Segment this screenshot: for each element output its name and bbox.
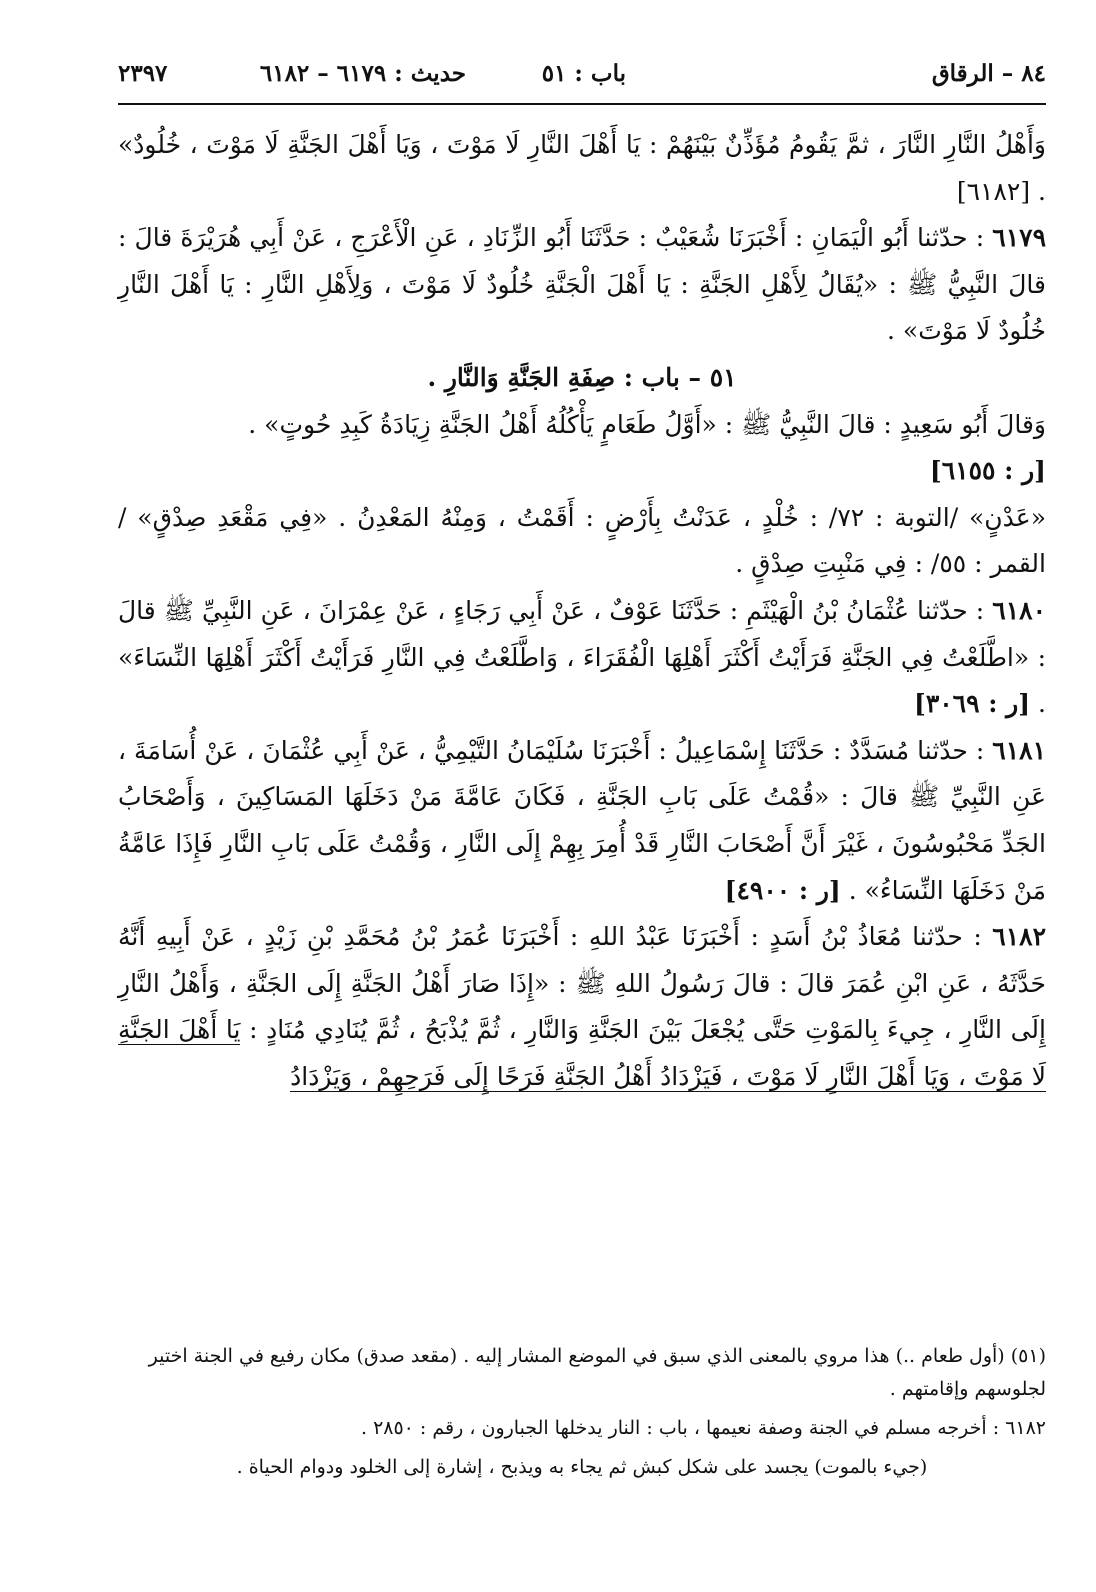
hadith-text: : حدّثنا عُثْمَانُ بْنُ الْهَيْثَمِ : حَدَّثَنَا عَوْفٌ ، عَنْ أَبِي رَجَاءٍ ، عَنْ عِمْرَانَ ، عَنِ النَّبِيِّ ﷺ قالَ : «اطَّلَعْتُ فِي الجَنَّةِ فَرَأَيْتُ أَكْثَرَ أَهْلِهَا الْفُقَرَاءَ ، وَاطَّلَعْتُ فِي النَّارِ فَرَأَيْتُ أَكْثَرَ أَهْلِهَا النِّسَاءَ» .: [118, 595, 1046, 719]
footnote-51: (٥١) (أول طعام ..) هذا مروي بالمعنى الذي سبق في الموضع المشار إليه . (مقعد صدق) مكان رفيع في الجنة اختير لجلوسهم وإقامتهم .: [148, 1345, 1046, 1400]
header-bab: باب : ٥١: [541, 60, 626, 87]
hadith-number: ٦١٨٠: [992, 595, 1046, 625]
hadith-text: : حدّثنا أَبُو الْيَمَانِ : أَخْبَرَنَا شُعَيْبٌ : حَدَّثَنَا أَبُو الزِّنَادِ ، عَنِ الْأَعْرَجِ ، عَنْ أَبِي هُرَيْرَةَ قالَ : قالَ النَّبِيُّ ﷺ : «يُقَالُ لِأَهْلِ الجَنَّةِ : يَا أَهْلَ الْجَنَّةِ خُلُودٌ لَا مَوْتَ ، وَلِأَهْلِ النَّارِ : يَا أَهْلَ النَّارِ خُلُودٌ لَا مَوْتَ» .: [118, 223, 1046, 346]
hadith-6182: [118, 914, 1046, 1100]
header-rule: [118, 103, 1046, 105]
main-text: [118, 122, 1046, 1100]
hadith-number: ٦١٨٢: [992, 922, 1046, 952]
footnote-6182: ٦١٨٢ : أخرجه مسلم في الجنة وصفة نعيمها ، باب : النار يدخلها الجبارون ، رقم : ٢٨٥٠ .: [360, 1417, 1046, 1439]
hadith-number: ٦١٧٩: [992, 223, 1046, 253]
footnote-death: (جيء بالموت) يجسد على شكل كبش ثم يجاء به ويذبح ، إشارة إلى الخلود ودوام الحياة .: [236, 1456, 928, 1478]
abu-said-paragraph: وَقالَ أَبُو سَعِيدٍ : قالَ النَّبِيُّ ﷺ : «أَوَّلُ طَعَامٍ يَأْكُلُهُ أَهْلُ الجَنَّةِ زِيَادَةُ كَبِدِ حُوتٍ» .: [248, 409, 1046, 439]
hadith-6180: [118, 588, 1046, 728]
running-header: [118, 56, 1046, 96]
hadith-6181: [118, 728, 1046, 914]
hadith-text: : حدّثنا مُعَاذُ بْنُ أَسَدٍ : أَخْبَرَنَا عَبْدُ اللهِ : أَخْبَرَنَا عُمَرُ بْنُ مُحَمَّدِ بْنِ زَيْدٍ ، عَنْ أَبِيهِ أَنَّهُ حَدَّثَهُ ، عَنِ ابْنِ عُمَرَ قالَ : قالَ رَسُولُ اللهِ ﷺ : «إِذَا صَارَ أَهْلُ الجَنَّةِ إِلَى الجَنَّةِ ، وَأَهْلُ النَّارِ إِلَى النَّارِ ، جِيءَ بِالمَوْتِ حَتَّى يُجْعَلَ بَيْنَ الجَنَّةِ وَالنَّارِ ، ثُمَّ يُذْبَحُ ، ثُمَّ يُنَادِي مُنَادٍ :: [118, 922, 1046, 1045]
header-hadith-range: حديث : ٦١٧٩ – ٦١٨٢: [259, 60, 466, 87]
header-chapter: ٨٤ – الرقاق: [931, 60, 1046, 87]
adn-paragraph: «عَدْنٍ» /التوبة : ٧٢/ : خُلْدٍ ، عَدَنْتُ بِأَرْضٍ : أَقَمْتُ ، وَمِنْهُ المَعْدِنُ . «فِي مَقْعَدِ صِدْقٍ» /القمر : ٥٥/ : فِي مَنْبِتِ صِدْقٍ .: [118, 502, 1046, 579]
footnotes: [118, 1340, 1046, 1490]
hadith-reference: [ر : ٣٠٦٩]: [913, 689, 1031, 719]
hadith-reference: [ر : ٤٩٠٠]: [724, 875, 841, 905]
bab-title: ٥١ – باب : صِفَةِ الجَنَّةِ وَالنَّارِ .: [427, 362, 737, 392]
page-number: ٢٣٩٧: [118, 60, 168, 87]
continuation-paragraph: وَأَهْلُ النَّارِ النَّارَ ، ثمَّ يَقُومُ مُؤَذِّنٌ بَيْنَهُمْ : يَا أَهْلَ النَّارِ لَا مَوْتَ ، وَيَا أَهْلَ الجَنَّةِ لَا مَوْتَ ، خُلُودٌ» . [٦١٨٢]: [118, 130, 1046, 206]
hadith-6179: [118, 215, 1046, 355]
abu-said-reference: [ر : ٦١٥٥]: [929, 456, 1046, 486]
hadith-underlined-text: يَا أَهْلَ الجَنَّةِ لَا مَوْتَ ، وَيَا أَهْلَ النَّارِ لَا مَوْتَ ، فَيَزْدَادُ أَهْلُ الجَنَّةِ فَرَحًا إِلَى فَرَحِهِمْ ، وَيَزْدَادُ: [118, 1015, 1046, 1091]
hadith-text: : حدّثنا مُسَدَّدٌ : حَدَّثَنَا إِسْمَاعِيلُ : أَخْبَرَنَا سُلَيْمَانُ التَّيْمِيُّ ، عَنْ أَبِي عُثْمَانَ ، عَنْ أُسَامَةَ ، عَنِ النَّبِيِّ ﷺ قالَ : «قُمْتُ عَلَى بَابِ الجَنَّةِ ، فَكَانَ عَامَّةَ مَنْ دَخَلَهَا المَسَاكِينَ ، وَأَصْحَابُ الجَدِّ مَحْبُوسُونَ ، غَيْرَ أَنَّ أَصْحَابَ النَّارِ قَدْ أُمِرَ بِهِمْ إِلَى النَّارِ ، وَقُمْتُ عَلَى بَابِ النَّارِ فَإِذَا عَامَّةُ مَنْ دَخَلَهَا النِّسَاءُ» .: [118, 735, 1046, 905]
hadith-number: ٦١٨١: [992, 735, 1046, 765]
